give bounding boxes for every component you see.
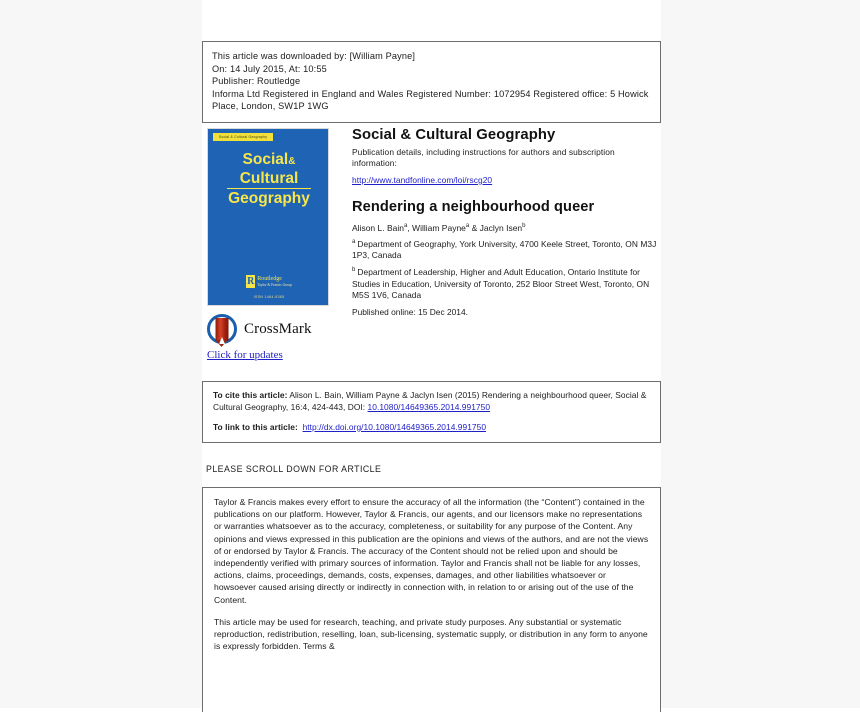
cover-top-strip [213,133,273,141]
routledge-logo-icon: R [247,276,255,288]
doi-link[interactable]: 10.1080/14649365.2014.991750 [367,401,491,412]
affiliation-b-text: Department of Leadership, Higher and Adult Education, Ontario Institute for Studies in Education, University of Toronto, 252 Bloor Street West, Toronto, ON M5S 1V6, Canada [352,267,650,301]
citation-box [202,381,661,443]
cover-title-line3: Geography [228,190,310,207]
terms-and-conditions-box [202,487,661,712]
author-list: Alison L. Bain$^a$, William Payne$^a$ & Jaclyn Isen$^b$ [352,222,526,233]
download-notice-line: On: 14 July 2015, At: 10:55 [212,63,327,74]
cite-label: To cite this article: [213,390,288,400]
published-online-date: Published online: 15 Dec 2014. [352,306,468,317]
article-title: Rendering a neighbourhood queer [352,198,595,215]
link-label: To link to this article: [213,421,298,432]
journal-name: Social & Cultural Geography [352,127,556,143]
routledge-name: Routledge Taylor & Francis Group [257,276,292,288]
crossmark-icon [207,314,237,344]
crossmark-logo-row [207,313,407,345]
terms-paragraph: Taylor & Francis makes every effort to ensure the accuracy of all the information (the “Content”) contained in the publications on our platform. However, Taylor & Francis, our agents, and our licensors make no representations or warranties whatsoever as to the accuracy, completeness, or suitability for any purpose of the Content. Any opinions and views expressed in this publication are the opinions and views of the authors, and are not the views of or endorsed by Taylor & Francis. The accuracy of the Content should not be relied upon and should be independently verified with primary sources of information. Taylor and Francis shall not be liable for any losses, actions, claims, proceedings, demands, costs, expenses, damages, and other liabilities whatsoever or howsoever caused arising directly or indirectly in connection with, in relation to or arising out of the use of the Content. [214,497,649,605]
link-to-article [213,422,650,434]
routledge-tagline: Taylor & Francis Group [257,283,292,288]
cover-ampersand: & [288,156,296,167]
download-notice-line: This article was downloaded by: [William Payne] [212,51,416,61]
journal-cover-thumbnail [207,128,329,306]
download-notice-line: Informa Ltd Registered in England and Wales Registered Number: 1072954 Registered office: 5 Howick Place, London, SW1P 1WG [212,88,652,112]
cite-text: Alison L. Bain, William Payne & Jaclyn Isen (2015) Rendering a neighbourhood queer, Social & Cultural Geography, 16:4, 424-443, DOI: [213,390,647,412]
crossmark-wordmark: CrossMark [244,320,312,337]
publication-details-text: Publication details, including instructions for authors and subscription information: [352,147,615,169]
affiliation-b-marker: b [352,267,356,274]
download-notice-line: Publisher: Routledge [212,76,301,87]
crossmark-ribbon-icon [216,318,229,341]
crossmark-badge[interactable] [207,313,407,363]
journal-homepage-link[interactable]: http://www.tandfonline.com/loi/rscg20 [352,174,493,185]
terms-paragraph: This article may be used for research, teaching, and private study purposes. Any substantial or systematic reproduction, redistribution, reselling, loan, sub-licensing, systematic supply, or distribution in any form to anyone is expressly forbidden. Terms & [214,616,648,652]
affiliation-a-text: Department of Geography, York University, 4700 Keele Street, Toronto, ON M3J 1P3, Canada [352,238,657,261]
cover-issn: ISSN 1464-9365 [253,295,285,299]
cover-publisher-logo [208,273,329,291]
cover-title-line1: Social& [242,151,296,168]
click-for-updates-link[interactable]: Click for updates [207,349,283,361]
cover-title [208,151,329,208]
journal-meta-column [352,126,661,318]
cover-strip-label: Social & Cultural Geography [218,135,268,139]
scroll-down-notice: PLEASE SCROLL DOWN FOR ARTICLE [206,464,382,474]
affiliation-a [352,239,661,262]
cover-title-line2: Cultural [227,170,311,189]
cite-this-article [213,390,650,414]
article-doi-url-link[interactable]: http://dx.doi.org/10.1080/14649365.2014.991750 [302,421,487,432]
affiliation-b [352,267,661,302]
affiliation-a-marker: a [352,239,356,246]
download-notice-box [202,41,661,123]
